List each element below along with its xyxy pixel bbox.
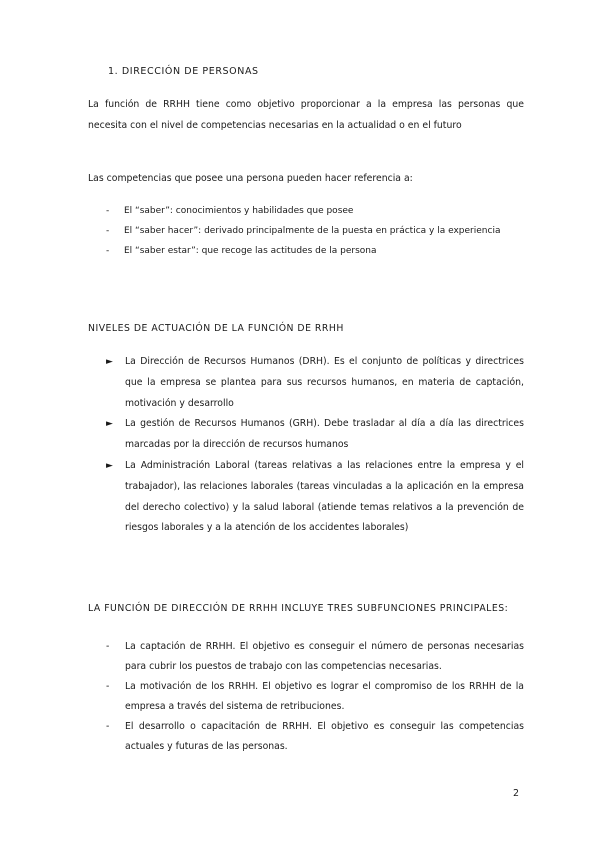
list-item: - El “saber hacer”: derivado principalmente de la puesta en práctica y la experiencia — [88, 223, 524, 240]
list-item: - La captación de RRHH. El objetivo es conseguir el número de personas necesarias para cubrir los puestos de trabajo con las competencias necesarias. — [88, 637, 524, 677]
section-heading: 1. DIRECCIÓN DE PERSONAS — [108, 66, 259, 77]
competencias-intro: Las competencias que posee una persona pueden hacer referencia a: — [88, 173, 413, 184]
triangle-bullet-icon: ► — [106, 460, 113, 471]
niveles-list — [88, 352, 524, 539]
list-item: - El “saber estar”: que recoge las actitudes de la persona — [88, 243, 524, 260]
subfunciones-title: LA FUNCIÓN DE DIRECCIÓN DE RRHH INCLUYE TRES SUBFUNCIONES PRINCIPALES: — [88, 603, 509, 614]
list-item: - El desarrollo o capacitación de RRHH. El objetivo es conseguir las competencias actuales y futuras de las personas. — [88, 717, 524, 757]
triangle-bullet-icon: ► — [106, 419, 113, 430]
dash-bullet: - — [106, 721, 110, 732]
list-item: ► La Dirección de Recursos Humanos (DRH). Es el conjunto de políticas y directrices que la empresa se plantea para sus recursos humanos, en materia de captación, motivación y desarrollo — [88, 352, 524, 414]
page-number: 2 — [513, 788, 520, 799]
list-item: ► La Administración Laboral (tareas relativas a las relaciones entre la empresa y el trabajador), las relaciones laborales (tareas vinculadas a la aplicación en la empresa del derecho colectivo) y la salud laboral (atiende temas relativos a la prevención de riesgos laborales y a la atención de los accidentes laborales) — [88, 456, 524, 539]
list-item: ► La gestión de Recursos Humanos (GRH). Debe trasladar al día a día las directrices marcadas por la dirección de recursos humanos — [88, 414, 524, 456]
list-item: - La motivación de los RRHH. El objetivo es lograr el compromiso de los RRHH de la empresa a través del sistema de retribuciones. — [88, 677, 524, 717]
triangle-bullet-icon: ► — [106, 357, 113, 367]
list-item: - El “saber”: conocimientos y habilidades que posee — [88, 203, 524, 220]
dash-bullet: - — [106, 246, 110, 256]
dash-bullet: - — [106, 226, 110, 236]
dash-bullet: - — [106, 206, 110, 216]
dash-bullet: - — [106, 681, 110, 692]
competencias-list — [88, 203, 524, 260]
subfunciones-list — [88, 637, 524, 757]
intro-paragraph: La función de RRHH tiene como objetivo proporcionar a la empresa las personas que necesita con el nivel de competencias necesarias en la actualidad o en el futuro — [88, 99, 524, 131]
dash-bullet: - — [106, 641, 110, 652]
niveles-title: NIVELES DE ACTUACIÓN DE LA FUNCIÓN DE RRHH — [88, 323, 344, 334]
